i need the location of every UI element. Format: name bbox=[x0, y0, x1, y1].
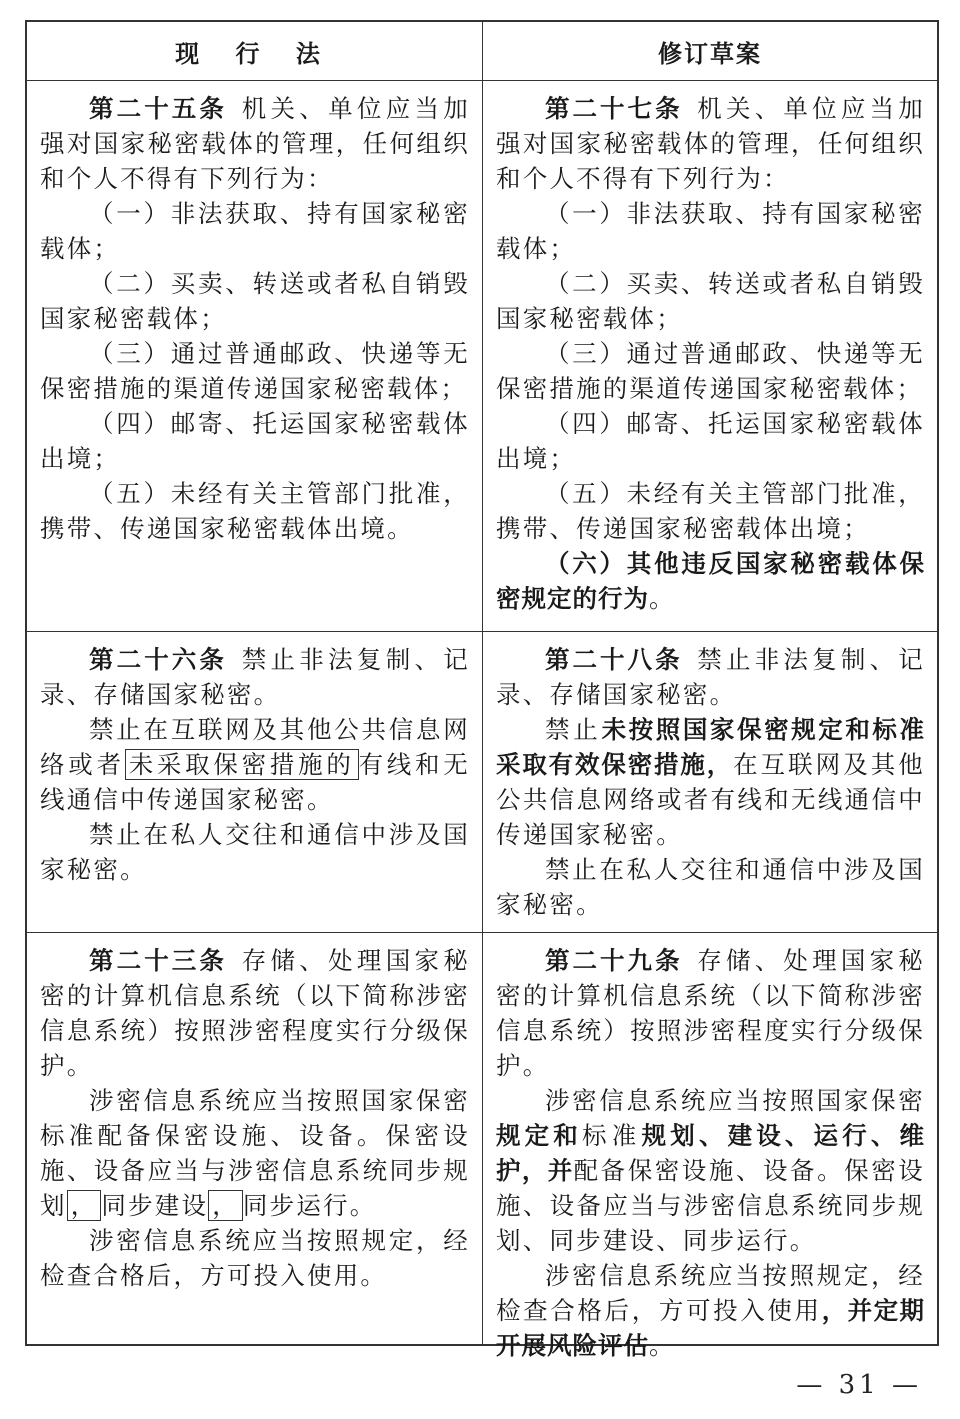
text-run: 在互联网及其他公共信息网络或者有线和无线通信中传递国家秘密。 bbox=[496, 750, 925, 849]
article-paragraph bbox=[496, 476, 925, 546]
article-paragraph bbox=[496, 406, 925, 476]
article-paragraph bbox=[40, 712, 470, 817]
header-current-law: 现 行 法 bbox=[175, 39, 334, 68]
text-run: 同步建设 bbox=[101, 1191, 209, 1220]
text-run: （一）非法获取、持有国家秘密载体； bbox=[496, 199, 925, 263]
article-number: 第二十九条 bbox=[545, 946, 683, 975]
current-law-cell bbox=[27, 632, 482, 932]
text-run: 禁止在互联网及其他公共信息网络或者 bbox=[40, 715, 470, 779]
article-paragraph bbox=[40, 817, 470, 887]
text-run: 。 bbox=[649, 1331, 676, 1360]
text-run: （五）未经有关主管部门批准，携带、传递国家秘密载体出境。 bbox=[40, 479, 470, 543]
amended-text: 未按照国家保密规定和标准采取有效保密措施， bbox=[496, 715, 926, 779]
text-run: （二）买卖、转送或者私自销毁国家秘密载体； bbox=[40, 269, 470, 333]
text-run: 同步运行。 bbox=[242, 1191, 377, 1220]
article-paragraph bbox=[40, 1223, 470, 1293]
comparison-table bbox=[25, 20, 939, 1360]
amended-text: 规定和 bbox=[496, 1121, 582, 1150]
text-run: 存储、处理国家秘密的计算机信息系统（以下简称涉密信息系统）按照涉密程度实行分级保护。 bbox=[496, 946, 925, 1080]
article-paragraph bbox=[40, 476, 470, 546]
text-run: （二）买卖、转送或者私自销毁国家秘密载体； bbox=[496, 269, 925, 333]
revised-draft-cell bbox=[482, 81, 937, 631]
amended-text: 规划、建设、运行、维护，并 bbox=[496, 1121, 926, 1185]
article-number: 第二十七条 bbox=[545, 94, 683, 123]
text-run: 机关、单位应当加强对国家秘密载体的管理，任何组织和个人不得有下列行为： bbox=[40, 94, 471, 193]
current-law-cell bbox=[27, 81, 482, 631]
article-paragraph-lead bbox=[496, 943, 925, 1083]
article-paragraph bbox=[40, 406, 470, 476]
article-paragraph bbox=[40, 1083, 470, 1223]
revised-draft-cell bbox=[482, 632, 937, 932]
article-paragraph bbox=[496, 266, 925, 336]
text-run: 涉密信息系统应当按照规定，经检查合格后，方可投入使用。 bbox=[40, 1226, 470, 1290]
article-paragraph bbox=[40, 196, 470, 266]
text-run: 涉密信息系统应当按照国家保密标准配备保密设施、设备。保密设施、设备应当与涉密信息系统同步规划 bbox=[40, 1086, 470, 1220]
text-run: （三）通过普通邮政、快递等无保密措施的渠道传递国家秘密载体； bbox=[496, 339, 925, 403]
article-number: 第二十六条 bbox=[89, 645, 228, 674]
text-run: 禁止非法复制、记录、存储国家秘密。 bbox=[40, 645, 471, 709]
article-paragraph bbox=[496, 1258, 925, 1363]
text-run: 机关、单位应当加强对国家秘密载体的管理，任何组织和个人不得有下列行为： bbox=[496, 94, 925, 193]
text-run: （三）通过普通邮政、快递等无保密措施的渠道传递国家秘密载体； bbox=[40, 339, 470, 403]
text-run: （四）邮寄、托运国家秘密载体出境； bbox=[496, 409, 925, 473]
revised-draft-cell bbox=[482, 933, 937, 1360]
amended-text: ，并定期开展风险评估 bbox=[496, 1296, 926, 1360]
article-paragraph-lead bbox=[40, 642, 470, 712]
text-run: 禁止在私人交往和通信中涉及国家秘密。 bbox=[496, 855, 925, 919]
text-run: 禁止非法复制、记录、存储国家秘密。 bbox=[496, 645, 925, 709]
article-paragraph bbox=[496, 546, 925, 616]
page-number: — 31 — bbox=[796, 1370, 922, 1400]
article-paragraph-lead bbox=[496, 642, 925, 712]
boxed-text: ， bbox=[208, 1190, 243, 1221]
text-run: （一）非法获取、持有国家秘密载体； bbox=[40, 199, 470, 263]
text-run: 标准 bbox=[581, 1121, 642, 1150]
text-run: （四）邮寄、托运国家秘密载体出境； bbox=[40, 409, 470, 473]
text-run: 禁止 bbox=[545, 715, 602, 744]
article-paragraph bbox=[496, 712, 925, 852]
boxed-text: ， bbox=[67, 1190, 102, 1221]
article-paragraph bbox=[40, 336, 470, 406]
text-run: 存储、处理国家秘密的计算机信息系统（以下简称涉密信息系统）按照涉密程度实行分级保护。 bbox=[40, 946, 471, 1080]
article-paragraph bbox=[496, 336, 925, 406]
table-header bbox=[27, 22, 937, 80]
article-paragraph bbox=[40, 266, 470, 336]
article-paragraph bbox=[496, 196, 925, 266]
article-paragraph bbox=[496, 1083, 925, 1258]
text-run: 配备保密设施、设备。保密设施、设备应当与涉密信息系统同步规划、同步建设、同步运行。 bbox=[496, 1156, 925, 1255]
text-run: 有线和无线通信中传递国家秘密。 bbox=[40, 750, 470, 814]
article-row bbox=[27, 80, 937, 631]
article-paragraph bbox=[496, 852, 925, 922]
text-run: 涉密信息系统应当按照国家保密 bbox=[545, 1086, 925, 1115]
article-number: 第二十五条 bbox=[89, 94, 228, 123]
article-paragraph-lead bbox=[40, 91, 470, 196]
text-run: 。 bbox=[649, 584, 676, 613]
boxed-text: 未采取保密措施的 bbox=[125, 749, 359, 780]
amended-text: （六）其他违反国家秘密载体保密规定的行为 bbox=[496, 549, 925, 613]
article-number: 第二十三条 bbox=[89, 946, 228, 975]
header-revised-draft: 修订草案 bbox=[482, 22, 937, 80]
current-law-cell bbox=[27, 933, 482, 1344]
article-number: 第二十八条 bbox=[545, 645, 683, 674]
article-row bbox=[27, 631, 937, 932]
text-run: 禁止在私人交往和通信中涉及国家秘密。 bbox=[40, 820, 470, 884]
text-run: （五）未经有关主管部门批准，携带、传递国家秘密载体出境； bbox=[496, 479, 925, 543]
article-row bbox=[27, 932, 937, 1360]
article-paragraph-lead bbox=[40, 943, 470, 1083]
article-paragraph-lead bbox=[496, 91, 925, 196]
text-run: 涉密信息系统应当按照规定，经检查合格后，方可投入使用 bbox=[496, 1261, 925, 1325]
